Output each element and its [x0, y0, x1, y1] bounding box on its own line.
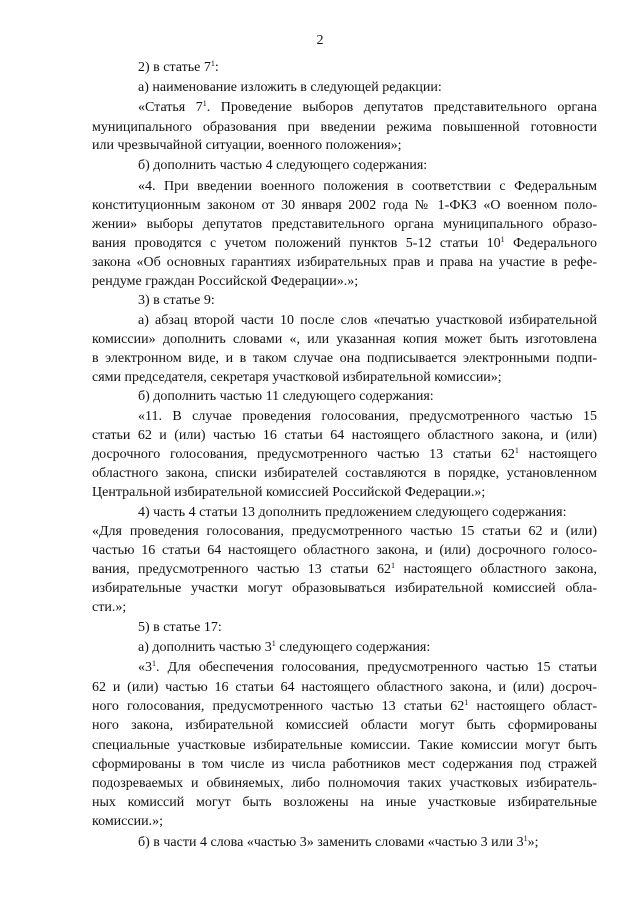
text-line: вания проводятся с учетом положений пунктов 5-12 статьи $10^1$ Федерального [92, 235, 597, 251]
text-line: 3) в статье 9: [138, 293, 215, 308]
text-line: «Статья $7^1$. Проведение выборов депутатов представительного органа [138, 99, 597, 115]
text-line: досрочного голосования, предусмотренного частью 13 статьи $62^1$ настоящего [92, 446, 597, 462]
text-line: муниципального образования при введении режима повышенной готовности [92, 120, 597, 135]
text-line: сформированы в том числе из числа работников мест содержания под стражей [92, 757, 597, 772]
text-line: комиссии.»; [92, 814, 163, 829]
text-line: 4) часть 4 статьи 13 дополнить предложением следующего содержания: [138, 505, 567, 520]
text-line: «Для проведения голосования, предусмотренного частью 15 статьи 62 и (или) [92, 524, 597, 539]
page-number: 2 [316, 33, 324, 48]
text-line: областного закона, списки избирателей составляются в порядке, установленном [92, 466, 597, 481]
text-line: ного голосования, предусмотренного частью 13 статьи $62^1$ настоящего област- [92, 698, 597, 714]
text-line: частью 16 статьи 64 настоящего областного закона, и (или) досрочного голосо- [92, 543, 597, 558]
text-line: избирательные участки могут образовываться избирательной комиссией обла- [92, 581, 597, 596]
text-line: б) дополнить частью 11 следующего содержания: [138, 389, 434, 404]
text-line: а) абзац второй части 10 после слов «печатью участковой избирательной [138, 313, 597, 328]
text-line: статьи 62 и (или) частью 16 статьи 64 настоящего областного закона, и (или) [92, 428, 597, 443]
text-line: специальные участковые избирательные комиссии. Такие комиссии могут быть [92, 738, 597, 753]
text-line: закона «Об основных гарантиях избирательных прав и права на участие в рефе- [92, 255, 597, 270]
text-line: «$3^1$. Для обеспечения голосования, предусмотренного частью 15 статьи [138, 659, 597, 675]
text-line: жении» выборы депутатов представительного органа муниципального образо- [92, 217, 597, 232]
text-line: вания, предусмотренного частью 13 статьи $62^1$ настоящего областного закона, [92, 561, 597, 577]
text-line: 62 и (или) частью 16 статьи 64 настоящего областного закона, и (или) досроч- [92, 680, 597, 695]
text-line: сями председателя, секретаря участковой избирательной комиссии»; [92, 370, 502, 385]
text-line: а) наименование изложить в следующей редакции: [138, 80, 442, 95]
text-line: а) дополнить частью $3^1$ следующего содержания: [138, 639, 431, 655]
text-line: рендуме граждан Российской Федерации».»; [92, 274, 359, 289]
text-line: «11. В случае проведения голосования, предусмотренного частью 15 [138, 409, 597, 424]
text-line: б) в части 4 слова «частью 3» заменить словами «частью 3 или $3^1$»; [138, 834, 539, 850]
text-line: 5) в статье 17: [138, 620, 222, 635]
text-line: б) дополнить частью 4 следующего содержания: [138, 158, 428, 173]
text-line: Центральной избирательной комиссией Российской Федерации.»; [92, 485, 486, 500]
text-line: ного закона, избирательной комиссией области могут быть сформированы [92, 718, 597, 733]
text-line: ных комиссий могут быть возложены на иные участковые избирательные [92, 795, 597, 810]
text-line: конституционным законом от 30 января 2002 года № 1-ФКЗ «О военном поло- [92, 198, 597, 213]
text-line: комиссии» дополнить словами «, или указанная копия может быть изготовлена [92, 332, 597, 347]
text-line: или чрезвычайной ситуации, военного положения»; [92, 138, 402, 153]
text-line: подозреваемых и обвиняемых, либо полномочия таких участковых избиратель- [92, 776, 597, 791]
text-line: в электронном виде, и в таком случае она подписывается электронными подпи- [92, 351, 597, 366]
text-line: сти.»; [92, 600, 127, 615]
text-line: 2) в статье $7^1$: [138, 59, 219, 75]
text-line: «4. При введении военного положения в соответствии с Федеральным [138, 179, 597, 194]
